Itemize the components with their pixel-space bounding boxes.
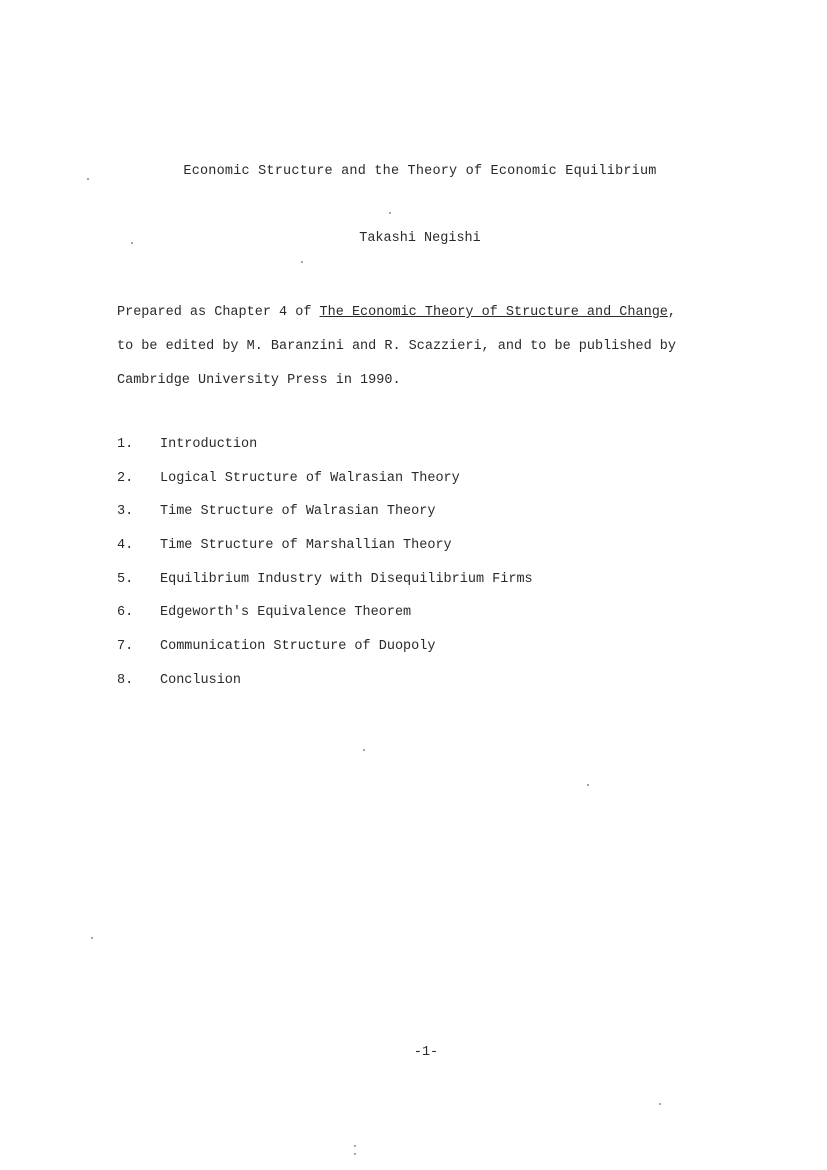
toc-item: [117, 502, 677, 536]
toc-item-number: 8.: [117, 672, 134, 688]
scan-speck: [354, 1145, 356, 1147]
publication-line-1-suffix: ,: [667, 305, 677, 320]
scan-speck: [354, 1153, 356, 1155]
publication-note-line-2: to be edited by M. Baranzini and R. Scazzieri, and to be published by: [117, 339, 676, 354]
toc-item-number: 6.: [117, 605, 134, 621]
toc-item: [117, 469, 677, 503]
toc-item-number: 4.: [117, 538, 134, 554]
scan-speck: [587, 784, 589, 786]
toc-item-title: Introduction: [160, 437, 258, 452]
toc-item-number: 5.: [117, 571, 134, 587]
scan-speck: [363, 749, 365, 751]
toc-item: [117, 570, 677, 604]
toc-item-number: 7.: [117, 639, 134, 655]
toc-item: [117, 637, 677, 671]
page-number: -1-: [413, 1045, 439, 1060]
toc-item-title: Conclusion: [160, 672, 242, 688]
publication-note: [117, 296, 717, 398]
table-of-contents: [117, 435, 677, 705]
toc-item: [117, 603, 677, 637]
toc-item-number: 2.: [117, 470, 134, 486]
document-title: Economic Structure and the Theory of Economic Equilibrium: [183, 164, 657, 179]
scan-speck: [389, 212, 391, 214]
toc-item: [117, 435, 677, 469]
toc-item-number: 1.: [117, 437, 134, 452]
scan-speck: [87, 178, 89, 180]
scan-speck: [301, 261, 303, 263]
toc-item: [117, 671, 677, 705]
book-title: The Economic Theory of Structure and Change: [319, 305, 668, 320]
scan-speck: [659, 1103, 661, 1105]
toc-item-title: Equilibrium Industry with Disequilibrium Firms: [160, 571, 533, 587]
toc-item-title: Time Structure of Walrasian Theory: [160, 504, 436, 520]
toc-item-title: Logical Structure of Walrasian Theory: [160, 470, 460, 486]
publication-note-line-1: [117, 296, 717, 330]
author-name: Takashi Negishi: [359, 231, 481, 246]
toc-item: [117, 536, 677, 570]
toc-item-title: Edgeworth's Equivalence Theorem: [160, 605, 412, 621]
toc-item-number: 3.: [117, 504, 134, 520]
scan-speck: [91, 937, 93, 939]
scan-speck: [131, 242, 133, 244]
toc-item-title: Communication Structure of Duopoly: [160, 639, 436, 655]
publication-prefix: Prepared as Chapter 4 of: [117, 305, 320, 320]
toc-item-title: Time Structure of Marshallian Theory: [160, 538, 452, 554]
publication-note-line-3: Cambridge University Press in 1990.: [117, 373, 401, 388]
